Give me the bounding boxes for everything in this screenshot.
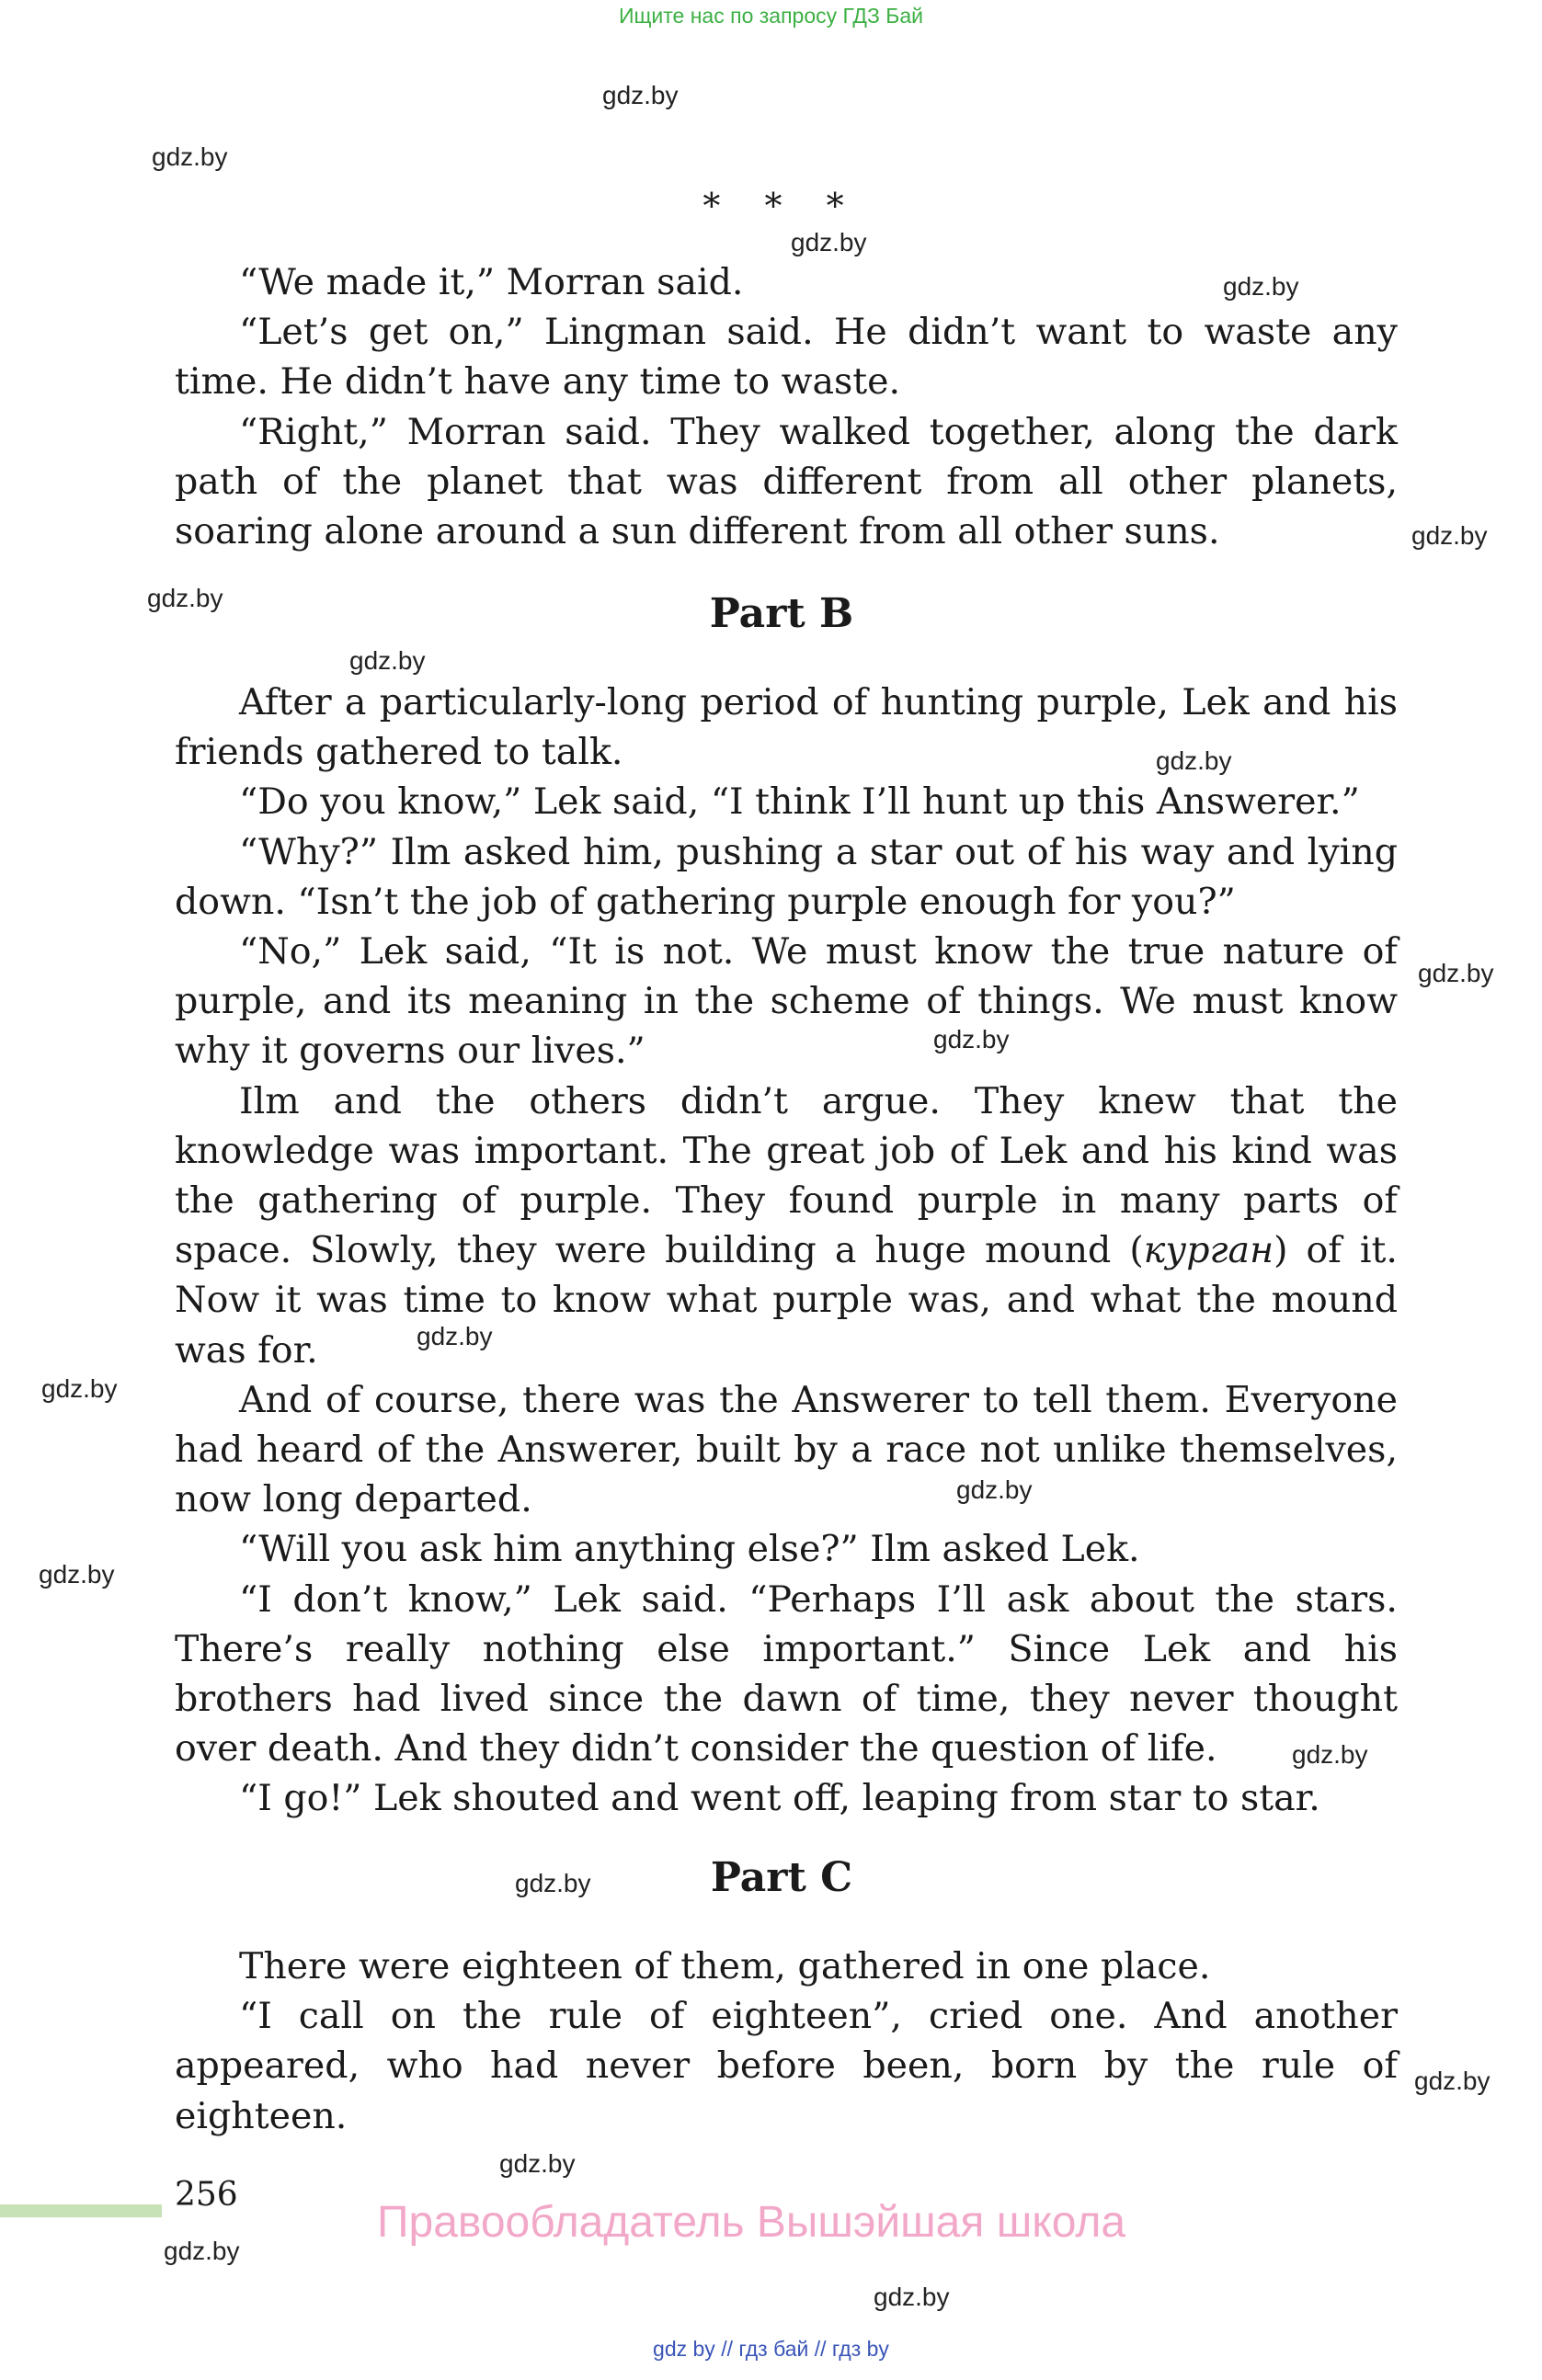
bottom-banner: gdz by // гдз бай // гдз by bbox=[653, 2337, 889, 2361]
watermark: gdz.by bbox=[1292, 1740, 1368, 1769]
page-number: 256 bbox=[175, 2176, 238, 2214]
watermark: gdz.by bbox=[956, 1475, 1033, 1504]
paragraph-text: ) of it. Now it was time to know what purple was, and what the mound was for. bbox=[175, 1229, 1398, 1372]
watermark: gdz.by bbox=[1414, 2067, 1491, 2095]
paragraph: “I go!” Lek shouted and went off, leaping from star to star. bbox=[239, 1777, 1320, 1820]
watermark: gdz.by bbox=[515, 1869, 591, 1897]
paragraph: “I call on the rule of eighteen”, cried one. And another appeared, who had never before been, born by the rule of eighteen. bbox=[175, 1995, 1398, 2137]
watermark: gdz.by bbox=[1418, 959, 1494, 987]
section-1 bbox=[175, 257, 1398, 556]
watermark: gdz.by bbox=[147, 584, 223, 612]
paragraph: There were eighteen of them, gathered in one place. bbox=[239, 1945, 1211, 1987]
watermark: gdz.by bbox=[1156, 746, 1232, 775]
watermark: gdz.by bbox=[1223, 272, 1299, 301]
heading-part-c: Part C bbox=[710, 1854, 853, 1901]
watermark: gdz.by bbox=[933, 1025, 1010, 1053]
paragraph: “Let’s get on,” Lingman said. He didn’t want to waste any time. He didn’t have any time to waste. bbox=[175, 311, 1398, 404]
part-b-text bbox=[175, 678, 1398, 1824]
watermark: gdz.by bbox=[164, 2237, 240, 2265]
footer-bar bbox=[0, 2204, 162, 2217]
paragraph bbox=[175, 1076, 1398, 1375]
paragraph: “Why?” Ilm asked him, pushing a star out of his way and lying down. “Isn’t the job of gathering purple enough for you?” bbox=[175, 830, 1398, 923]
watermark: gdz.by bbox=[41, 1374, 118, 1403]
paragraph: “Will you ask him anything else?” Ilm asked Lek. bbox=[239, 1528, 1140, 1571]
watermark: gdz.by bbox=[602, 81, 679, 109]
watermark: gdz.by bbox=[499, 2149, 576, 2178]
part-c-text bbox=[175, 1942, 1398, 2141]
section-divider: * * * bbox=[702, 186, 861, 226]
russian-gloss: курган bbox=[1143, 1229, 1274, 1272]
top-banner: Ищите нас по запросу ГДЗ Бай bbox=[618, 4, 924, 28]
paragraph: “We made it,” Morran said. bbox=[239, 261, 744, 303]
paragraph: “No,” Lek said, “It is not. We must know the true nature of purple, and its meaning in the scheme of things. We must know why it governs our lives.” bbox=[175, 930, 1398, 1073]
watermark: gdz.by bbox=[791, 228, 867, 256]
heading-part-b: Part B bbox=[709, 590, 854, 637]
paragraph: “I don’t know,” Lek said. “Perhaps I’ll ask about the stars. There’s really nothing else important.” Since Lek and his brothers had lived since the dawn of time, they never thought over death. And they didn’t consider the question of life. bbox=[175, 1577, 1398, 1771]
copyright-notice: Правообладатель Вышэйшая школа bbox=[377, 2198, 1126, 2247]
watermark: gdz.by bbox=[349, 646, 426, 675]
watermark: gdz.by bbox=[417, 1322, 493, 1350]
watermark: gdz.by bbox=[874, 2283, 950, 2311]
watermark: gdz.by bbox=[1411, 521, 1488, 550]
watermark: gdz.by bbox=[39, 1560, 115, 1589]
paragraph: “Do you know,” Lek said, “I think I’ll hunt up this Answerer.” bbox=[239, 780, 1360, 824]
paragraph-text: Ilm and the others didn’t argue. They knew that the knowledge was important. The great job of Lek and his kind was the gathering of purple. They found purple in many parts of space. Slowly, they were building a huge mound ( bbox=[175, 1079, 1398, 1272]
paragraph: And of course, there was the Answerer to tell them. Everyone had heard of the Answerer, built by a race not unlike themselves, now long departed. bbox=[175, 1378, 1398, 1521]
paragraph: After a particularly-long period of hunting purple, Lek and his friends gathered to talk. bbox=[175, 681, 1398, 774]
paragraph: “Right,” Morran said. They walked together, along the dark path of the planet that was different from all other planets, soaring alone around a sun different from all other suns. bbox=[175, 410, 1398, 553]
watermark: gdz.by bbox=[152, 142, 228, 171]
